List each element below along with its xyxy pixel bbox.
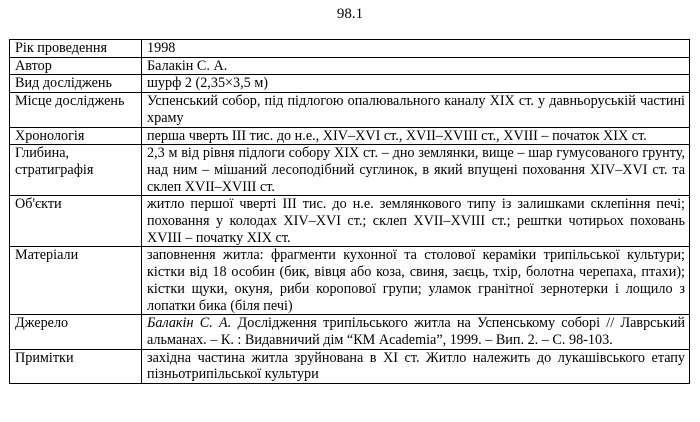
row-value-year: 1998 [142,40,690,58]
row-label-source: Джерело [10,315,142,349]
row-value-objects: житло першої чверті III тис. до н.е. землянкового типу із залишками склепіння печі; поховання у колодах XIV–XVI ст.; склеп XVII–XVIII ст.; рештки чотирьох поховань XVIII – початку XIX ст. [142,196,690,247]
table-row-year [10,40,690,58]
source-author: Балакін С. А. [147,315,232,332]
row-label-research-type: Вид досліджень [10,75,142,93]
excavation-record-table [9,39,690,384]
page-number: 98.1 [336,6,364,22]
table-row-source [10,315,690,349]
table-row-chronology [10,127,690,145]
table-row-location [10,93,690,127]
row-label-author: Автор [10,57,142,75]
row-value-author: Балакін С. А. [142,57,690,75]
row-value-location: Успенський собор, під підлогою опалювального каналу XIX ст. у давньоруській частині храму [142,93,690,127]
row-label-depth-stratigraphy: Глибина, стратиграфія [10,145,142,196]
table-row-notes [10,349,690,383]
row-label-year: Рік проведення [10,40,142,58]
table-row-research-type [10,75,690,93]
row-value-source [142,315,690,349]
row-value-notes: західна частина житла зруйнована в XI ст. Житло належить до лукашівського етапу пізньотрипільської культури [142,349,690,383]
row-value-depth-stratigraphy: 2,3 м від рівня підлоги собору XIX ст. – дно землянки, вище – шар гумусованого грунту, над ним – мішаний лесоподібний суглинок, в який впущені поховання XIV–XVI ст. та склеп XVII–XVIII ст. [142,145,690,196]
table-row-depth-stratigraphy [10,145,690,196]
row-label-materials: Матеріали [10,247,142,315]
table-row-author [10,57,690,75]
row-value-materials: заповнення житла: фрагменти кухонної та столової кераміки трипільської культури; кістки від 18 особин (бик, вівця або коза, свиня, заєць, тхір, болотна черепаха, птахи); кістки щуки, окуня, риби коропової групи; уламок гранітної зернотерки і лощило з лопатки бика (біля печі) [142,247,690,315]
row-label-chronology: Хронологія [10,127,142,145]
table-row-objects [10,196,690,247]
source-citation: Дослідження трипільського житла на Успенському соборі // Лаврський альманах. – К. : Видавничий дім “КМ Academia”, 1999. – Вип. 2. – С. 98-103. [147,315,686,348]
row-value-chronology: перша чверть III тис. до н.е., XIV–XVI ст., XVII–XVIII ст., XVIII – початок XIX ст. [142,127,690,145]
row-label-notes: Примітки [10,349,142,383]
row-label-objects: Об'єкти [10,196,142,247]
table-row-materials [10,247,690,315]
row-label-location: Місце досліджень [10,93,142,127]
row-value-research-type: шурф 2 (2,35×3,5 м) [142,75,690,93]
